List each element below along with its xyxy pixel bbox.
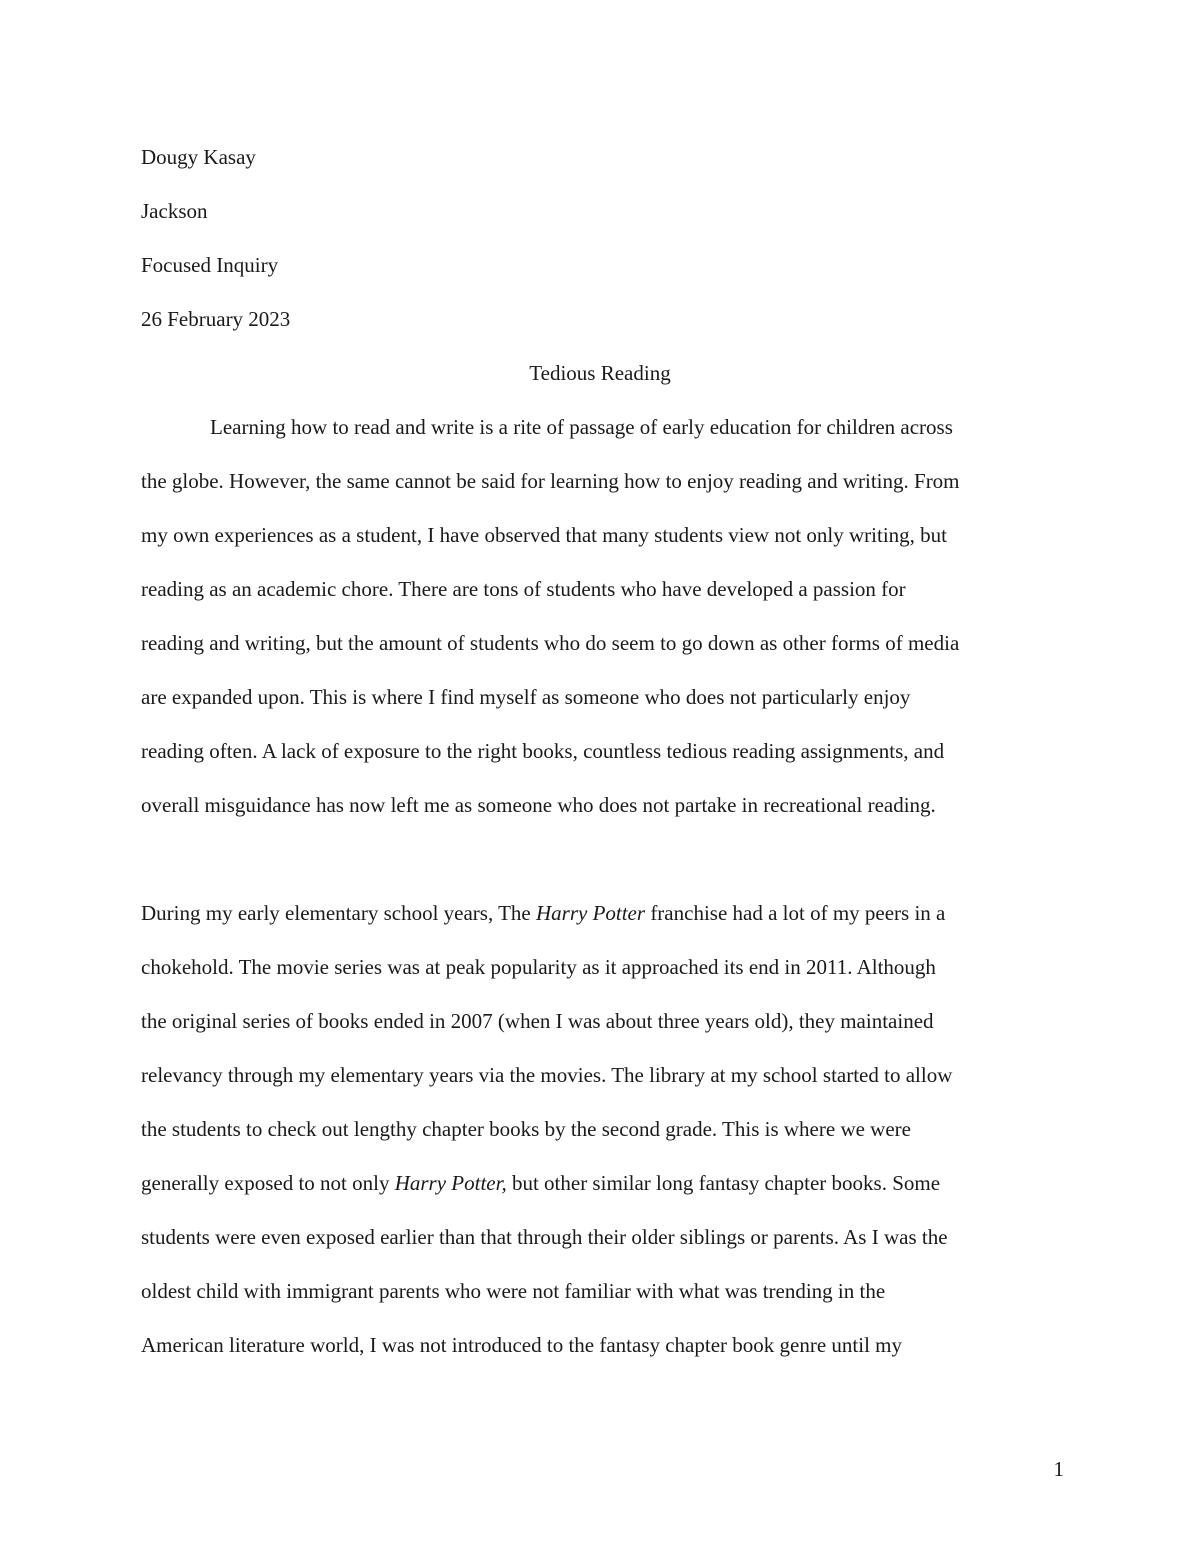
paragraph-2-line: the original series of books ended in 2007 (when I was about three years old), they maintained <box>141 1009 934 1033</box>
paragraph-1-line: Learning how to read and write is a rite of passage of early education for children across <box>210 415 953 439</box>
author-name: Dougy Kasay <box>141 145 256 169</box>
instructor-name: Jackson <box>141 199 208 223</box>
paragraph-2-line: oldest child with immigrant parents who were not familiar with what was trending in the <box>141 1279 886 1303</box>
paragraph-2-line: students were even exposed earlier than that through their older siblings or parents. As I was the <box>141 1225 948 1249</box>
paragraph-1-line: my own experiences as a student, I have observed that many students view not only writing, but <box>141 523 947 547</box>
paragraph-2-line: American literature world, I was not introduced to the fantasy chapter book genre until my <box>141 1333 903 1357</box>
book-title-italic: Harry Potter, <box>394 1171 507 1195</box>
text-run: franchise had a lot of my peers in a <box>645 901 946 925</box>
paragraph-1-line: reading often. A lack of exposure to the right books, countless tedious reading assignments, and <box>141 739 945 763</box>
paragraph-1-line: reading and writing, but the amount of students who do seem to go down as other forms of media <box>141 631 960 655</box>
course-name: Focused Inquiry <box>141 253 279 277</box>
paragraph-1-line: are expanded upon. This is where I find myself as someone who does not particularly enjoy <box>141 685 911 709</box>
text-run: During my early elementary school years, The <box>141 901 536 925</box>
paragraph-2-line: the students to check out lengthy chapter books by the second grade. This is where we were <box>141 1117 911 1141</box>
text-run: generally exposed to not only <box>141 1171 395 1195</box>
paragraph-1-line: reading as an academic chore. There are tons of students who have developed a passion for <box>141 577 906 601</box>
essay-title: Tedious Reading <box>529 361 671 385</box>
paragraph-2-line: chokehold. The movie series was at peak popularity as it approached its end in 2011. Although <box>141 955 936 979</box>
paragraph-2-line <box>141 899 945 927</box>
paragraph-2-line: relevancy through my elementary years via the movies. The library at my school started to allow <box>141 1063 953 1087</box>
paragraph-1-line: overall misguidance has now left me as someone who does not partake in recreational reading. <box>141 793 936 817</box>
page-number: 1 <box>1053 1457 1064 1481</box>
paragraph-1-line: the globe. However, the same cannot be said for learning how to enjoy reading and writing. From <box>141 469 960 493</box>
date: 26 February 2023 <box>141 307 291 331</box>
book-title-italic: Harry Potter <box>535 901 646 925</box>
paragraph-2-line <box>141 1169 940 1197</box>
text-run: but other similar long fantasy chapter books. Some <box>506 1171 941 1195</box>
